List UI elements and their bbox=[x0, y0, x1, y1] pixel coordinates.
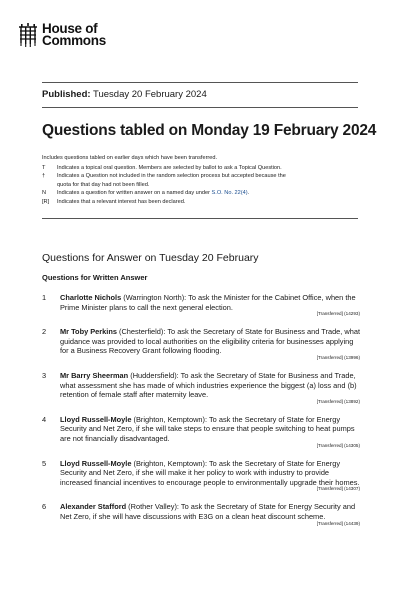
question-text: To ask the Minister for the Cabinet Office, when the Prime Minister plans to call the next general election. bbox=[60, 293, 356, 312]
note-symbol: † bbox=[42, 173, 46, 180]
note-text-after: . bbox=[247, 190, 250, 197]
question-constituency: (Brighton, Kemptown): bbox=[131, 414, 209, 424]
question-item bbox=[42, 371, 360, 405]
question-reference: [Transferred] (14293) bbox=[316, 311, 360, 317]
question-number: 3 bbox=[42, 370, 47, 380]
note-text: Indicates a Question not included in the random selection process but accepted because the quota for that day had not been filled. bbox=[57, 173, 286, 188]
standing-order-link[interactable]: S.O. No. 22(4) bbox=[211, 190, 248, 197]
question-text: To ask the Secretary of State for Energy Security and Net Zero, if she will have discussions with E3G on a clean heat discount scheme. bbox=[60, 502, 356, 521]
published-date: Tuesday 20 February 2024 bbox=[93, 89, 207, 100]
question-reference: [Transferred] (14305) bbox=[316, 442, 360, 448]
note-text: Indicates a topical oral question. Members are selected by ballot to ask a Topical Question. bbox=[57, 164, 282, 171]
question-member: Charlotte Nichols bbox=[60, 293, 122, 302]
notes-intro: Includes questions tabled on earlier days which have been transferred. bbox=[42, 155, 218, 161]
question-number: 1 bbox=[42, 293, 47, 302]
notes-rule bbox=[42, 218, 358, 219]
note-symbol: T bbox=[42, 164, 46, 171]
question-member: Alexander Stafford bbox=[60, 502, 127, 512]
question-member: Mr Toby Perkins bbox=[60, 327, 117, 337]
question-member: Lloyd Russell-Moyle bbox=[60, 458, 132, 468]
logo-line-1: House of bbox=[42, 21, 98, 36]
question-constituency: (Rother Valley): bbox=[126, 502, 181, 512]
note-topical bbox=[42, 164, 362, 173]
question-number: 5 bbox=[42, 458, 47, 468]
question-item bbox=[42, 459, 360, 493]
note-text: Indicates a question for written answer on a named day under bbox=[57, 190, 212, 197]
question-reference: [Transferred] (13996) bbox=[316, 354, 360, 360]
house-of-commons-logo bbox=[18, 23, 106, 47]
question-text: To ask the Secretary of State for Business and Trade, what assessment she has made of which industries experience the biggest (a) loss and (b) retention of female staff after maternity leave. bbox=[60, 370, 357, 400]
question-item bbox=[42, 327, 360, 361]
published-line bbox=[42, 89, 207, 100]
question-text: To ask the Secretary of State for Business and Trade, what guidance was provided to local authorities on the eligibility criteria for businesses applying for a Business Recovery Grant following flooding. bbox=[60, 327, 361, 356]
note-interest bbox=[42, 198, 362, 207]
question-number: 2 bbox=[42, 327, 47, 337]
question-text: To ask the Secretary of State for Energy Security and Net Zero, if she will take steps to ensure that people switching to heat pumps are not financially disadvantaged. bbox=[60, 414, 355, 443]
section-subheading: Questions for Written Answer bbox=[42, 273, 148, 282]
published-label: Published: bbox=[42, 89, 91, 100]
question-number: 4 bbox=[42, 414, 47, 424]
note-quota bbox=[42, 172, 362, 189]
question-constituency: (Warrington North): bbox=[121, 293, 189, 302]
question-member: Lloyd Russell-Moyle bbox=[60, 414, 132, 424]
portcullis-icon bbox=[18, 23, 38, 47]
question-text: To ask the Secretary of State for Energy Security and Net Zero, if she will make it her policy to work with industry to provide increased financial incentives to encourage people to environmentally upgrade their homes. bbox=[60, 458, 360, 487]
question-member: Mr Barry Sheerman bbox=[60, 370, 129, 380]
question-reference: [Transferred] (14439) bbox=[316, 520, 360, 526]
top-rule bbox=[42, 82, 358, 83]
question-constituency: (Huddersfield): bbox=[128, 370, 181, 380]
question-item bbox=[42, 415, 360, 449]
published-rule bbox=[42, 107, 358, 108]
section-heading: Questions for Answer on Tuesday 20 February bbox=[42, 252, 259, 264]
page-title: Questions tabled on Monday 19 February 2024 bbox=[42, 122, 377, 139]
question-reference: [Transferred] (13892) bbox=[316, 398, 360, 404]
notes-block bbox=[42, 154, 362, 207]
note-symbol: N bbox=[42, 190, 47, 197]
question-constituency: (Chesterfield): bbox=[116, 327, 168, 337]
note-text: Indicates that a relevant interest has been declared. bbox=[57, 198, 186, 205]
note-named-day bbox=[42, 189, 362, 198]
questions-list bbox=[42, 293, 360, 537]
note-symbol: [R] bbox=[42, 198, 50, 205]
question-reference: [Transferred] (14307) bbox=[316, 486, 360, 492]
question-item bbox=[42, 293, 360, 317]
question-number: 6 bbox=[42, 502, 47, 512]
logo-line-2: Commons bbox=[42, 33, 106, 48]
question-item bbox=[42, 502, 360, 526]
question-constituency: (Brighton, Kemptown): bbox=[131, 458, 209, 468]
